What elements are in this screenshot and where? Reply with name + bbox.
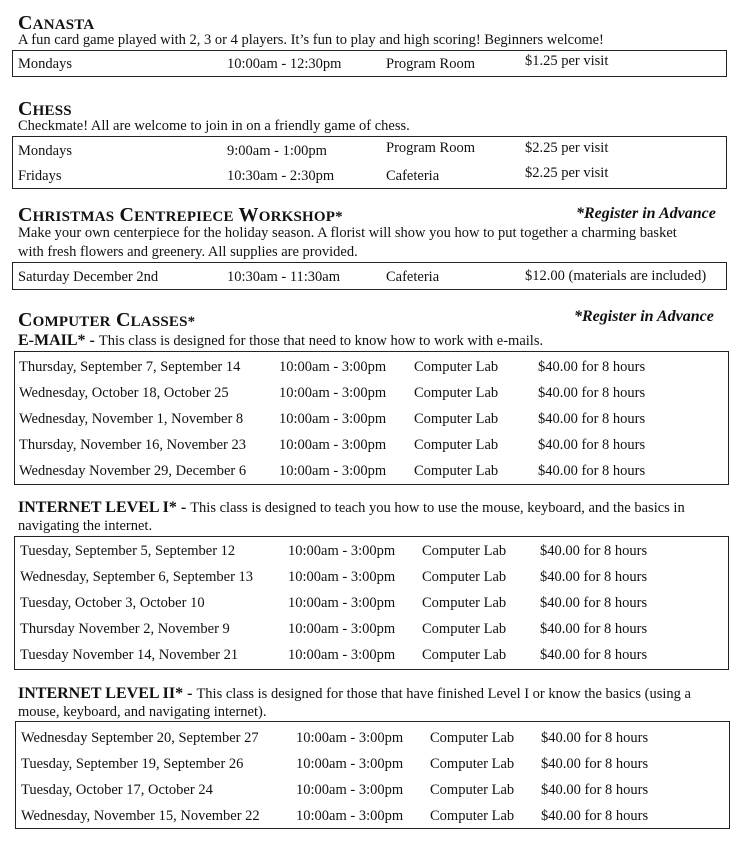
row-day: Thursday, November 16, November 23: [19, 437, 246, 453]
row-time: 10:00am - 3:00pm: [288, 543, 396, 559]
row-day: Tuesday, October 3, October 10: [20, 595, 205, 611]
row-time: 10:30am - 2:30pm: [227, 168, 335, 184]
register-in-advance-note: *Register in Advance: [574, 308, 714, 325]
table-row: [15, 647, 728, 673]
email-class-label: E-MAIL* -: [18, 332, 99, 349]
row-time: 10:00am - 3:00pm: [288, 595, 396, 611]
chess-description: Checkmate! All are welcome to join in on a friendly game of chess.: [18, 118, 410, 134]
row-day: Tuesday, September 19, September 26: [21, 756, 244, 772]
row-time: 10:00am - 3:00pm: [279, 359, 387, 375]
row-price: $1.25 per visit: [525, 53, 609, 69]
email-class-description: This class is designed for those that need to know how to work with e-mails.: [98, 333, 544, 349]
row-day: Wednesday, September 6, September 13: [20, 569, 254, 585]
table-row: [15, 463, 728, 489]
row-day: Wednesday September 20, September 27: [21, 730, 259, 746]
row-price: $40.00 for 8 hours: [541, 808, 649, 824]
internet-level-1-heading: [18, 499, 730, 535]
row-price: $40.00 for 8 hours: [540, 647, 648, 663]
email-class-heading: [18, 332, 730, 350]
row-price: $40.00 for 8 hours: [541, 756, 649, 772]
table-row: [15, 569, 728, 595]
christmas-schedule-table: [12, 262, 727, 290]
row-location: Computer Lab: [422, 543, 507, 559]
table-row: [15, 437, 728, 463]
canasta-description: A fun card game played with 2, 3 or 4 players. It’s fun to play and high scoring! Beginners welcome!: [18, 32, 604, 48]
row-day: Tuesday, September 5, September 12: [20, 543, 236, 559]
register-in-advance-note: *Register in Advance: [576, 205, 716, 222]
table-row: [16, 808, 729, 834]
row-day: Thursday November 2, November 9: [20, 621, 230, 637]
table-row: [15, 595, 728, 621]
row-day: Tuesday, October 17, October 24: [21, 782, 213, 798]
row-price: $2.25 per visit: [525, 140, 609, 156]
row-time: 10:30am - 11:30am: [227, 269, 341, 285]
christmas-workshop-title: CHRISTMAS CENTREPIECE WORKSHOP*: [18, 204, 343, 226]
internet-level-2-label: INTERNET LEVEL II* -: [18, 685, 197, 702]
row-price: $40.00 for 8 hours: [538, 463, 646, 479]
chess-title: CHESS: [18, 98, 72, 120]
row-location: Computer Lab: [430, 756, 515, 772]
row-price: $40.00 for 8 hours: [538, 359, 646, 375]
row-location: Computer Lab: [430, 782, 515, 798]
table-row: [15, 385, 728, 411]
row-price: $40.00 for 8 hours: [538, 411, 646, 427]
row-price: $2.25 per visit: [525, 165, 609, 181]
row-day: Thursday, September 7, September 14: [19, 359, 241, 375]
row-location: Computer Lab: [430, 730, 515, 746]
row-day: Tuesday November 14, November 21: [20, 647, 239, 663]
row-location: Computer Lab: [414, 359, 499, 375]
chess-schedule-table: [12, 136, 727, 189]
table-row: [13, 165, 726, 194]
row-location: Cafeteria: [386, 168, 440, 184]
table-row: [13, 269, 726, 295]
row-location: Computer Lab: [414, 411, 499, 427]
row-time: 10:00am - 3:00pm: [279, 385, 387, 401]
row-location: Computer Lab: [422, 621, 507, 637]
christmas-description-line-2: with fresh flowers and greenery. All supplies are provided.: [18, 244, 358, 260]
row-time: 10:00am - 3:00pm: [279, 437, 387, 453]
internet-level-2-heading: [18, 685, 730, 721]
row-price: $40.00 for 8 hours: [541, 730, 649, 746]
row-time: 10:00am - 3:00pm: [296, 808, 404, 824]
row-day: Wednesday, November 1, November 8: [19, 411, 244, 427]
row-day: Fridays: [18, 168, 62, 184]
row-time: 9:00am - 1:00pm: [227, 143, 327, 159]
row-time: 10:00am - 3:00pm: [296, 756, 404, 772]
row-day: Wednesday, October 18, October 25: [19, 385, 229, 401]
row-location: Computer Lab: [414, 385, 499, 401]
row-location: Computer Lab: [422, 647, 507, 663]
canasta-schedule-table: [12, 50, 727, 77]
row-day: Wednesday, November 15, November 22: [21, 808, 260, 824]
row-day: Wednesday November 29, December 6: [19, 463, 247, 479]
internet-level-2-description: This class is designed for those that have finished Level I or know the basics (using a mouse, keyboard, and navigating internet).: [18, 686, 691, 720]
row-day: Mondays: [18, 56, 72, 72]
christmas-description-line-1: Make your own centerpiece for the holiday season. A florist will show you how to put together a charming basket: [18, 225, 677, 241]
row-location: Computer Lab: [422, 595, 507, 611]
row-price: $40.00 for 8 hours: [541, 782, 649, 798]
table-row: [15, 411, 728, 437]
email-schedule-table: [14, 351, 729, 485]
row-time: 10:00am - 3:00pm: [288, 647, 396, 663]
row-price: $40.00 for 8 hours: [540, 543, 648, 559]
row-time: 10:00am - 3:00pm: [279, 411, 387, 427]
row-day: Mondays: [18, 143, 72, 159]
row-location: Cafeteria: [386, 269, 440, 285]
row-location: Computer Lab: [422, 569, 507, 585]
row-location: Program Room: [386, 140, 476, 156]
row-price: $40.00 for 8 hours: [538, 385, 646, 401]
row-location: Computer Lab: [414, 463, 499, 479]
row-price: $12.00 (materials are included): [525, 268, 707, 284]
table-row: [13, 53, 726, 82]
internet-level-1-description: This class is designed to teach you how to use the mouse, keyboard, and the basics in navigating the internet.: [18, 500, 685, 534]
row-day: Saturday December 2nd: [18, 269, 159, 285]
table-row: [15, 543, 728, 569]
row-time: 10:00am - 3:00pm: [296, 730, 404, 746]
row-time: 10:00am - 3:00pm: [279, 463, 387, 479]
internet-level-1-label: INTERNET LEVEL I* -: [18, 499, 191, 516]
table-row: [13, 140, 726, 169]
computer-classes-title: COMPUTER CLASSES*: [18, 309, 196, 331]
internet-level-1-schedule-table: [14, 536, 729, 670]
internet-level-2-schedule-table: [15, 721, 730, 829]
row-time: 10:00am - 12:30pm: [227, 56, 342, 72]
row-price: $40.00 for 8 hours: [538, 437, 646, 453]
row-price: $40.00 for 8 hours: [540, 595, 648, 611]
row-location: Computer Lab: [430, 808, 515, 824]
table-row: [16, 756, 729, 782]
table-row: [15, 359, 728, 385]
row-time: 10:00am - 3:00pm: [296, 782, 404, 798]
row-time: 10:00am - 3:00pm: [288, 569, 396, 585]
canasta-title: CANASTA: [18, 12, 95, 34]
row-location: Computer Lab: [414, 437, 499, 453]
row-location: Program Room: [386, 56, 476, 72]
table-row: [15, 621, 728, 647]
table-row: [16, 782, 729, 808]
row-time: 10:00am - 3:00pm: [288, 621, 396, 637]
table-row: [16, 730, 729, 756]
row-price: $40.00 for 8 hours: [540, 569, 648, 585]
row-price: $40.00 for 8 hours: [540, 621, 648, 637]
